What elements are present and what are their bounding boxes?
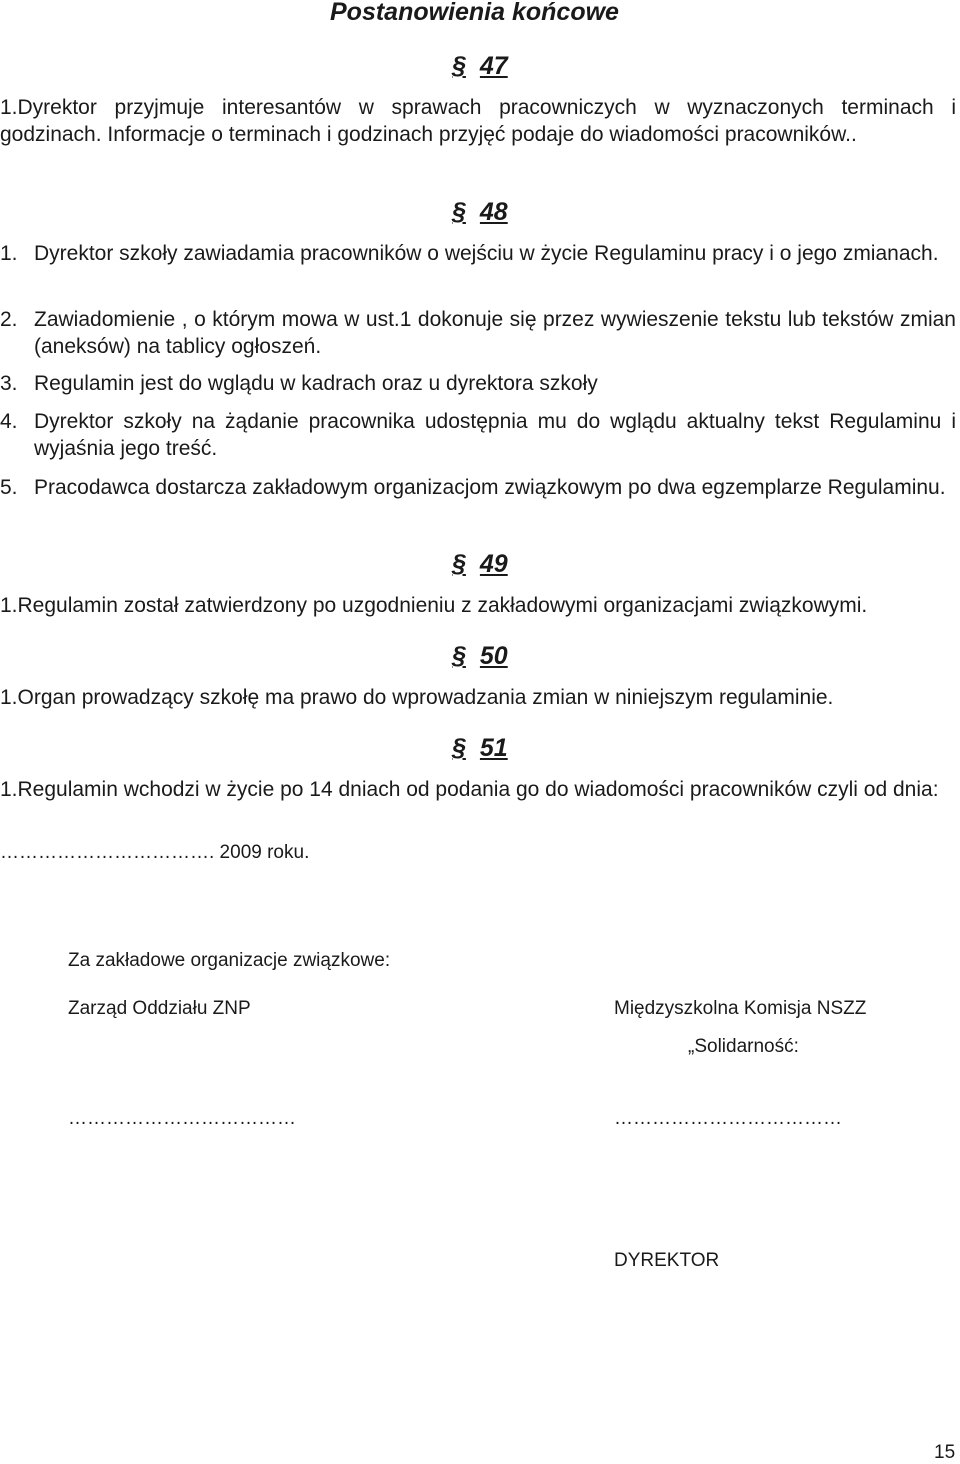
list-item-text: Regulamin jest do wglądu w kadrach oraz u dyrektora szkoły [34, 372, 598, 395]
section-heading-49 [452, 550, 508, 579]
page-number: 15 [934, 1442, 956, 1463]
section-49-paragraph: 1.Regulamin został zatwierdzony po uzgodnieniu z zakładowymi organizacjami związkowymi. [0, 594, 868, 617]
section-heading-48 [452, 198, 508, 227]
section-number: 48 [479, 198, 508, 226]
left-organization: Zarząd Oddziału ZNP [68, 998, 251, 1019]
section-number: 49 [479, 550, 508, 578]
section-50-paragraph: 1.Organ prowadzący szkołę ma prawo do wprowadzania zmian w niniejszym regulaminie. [0, 686, 834, 709]
list-item-text: Dyrektor szkoły zawiadamia pracowników o wejściu w życie Regulaminu pracy i o jego zmianach. [34, 242, 939, 265]
section-heading-50 [452, 642, 508, 671]
list-item-text: Dyrektor szkoły na żądanie pracownika udostępnia mu do wglądu aktualny tekst Regulaminu i wyjaśnia jego treść. [34, 410, 956, 460]
right-organization-line2: „Solidarność: [688, 1036, 799, 1057]
list-item [0, 370, 956, 397]
section-number: 47 [479, 52, 508, 80]
left-signature-line: ……………………………… [68, 1108, 296, 1129]
right-organization: Międzyszkolna Komisja NSZZ [614, 998, 867, 1019]
section-heading-51 [452, 734, 508, 763]
list-item-text: Zawiadomienie , o którym mowa w ust.1 dokonuje się przez wywieszenie tekstu lub tekstów zmian (aneksów) na tablicy ogłoszeń. [34, 308, 956, 358]
section-51-paragraph: 1.Regulamin wchodzi w życie po 14 dniach od podania go do wiadomości pracowników czyli od dnia: [0, 778, 939, 801]
list-item-number: 4. [0, 410, 18, 433]
list-item [0, 408, 956, 462]
signatures-heading: Za zakładowe organizacje związkowe: [68, 950, 391, 971]
document-title: Postanowienia końcowe [330, 0, 619, 26]
section-symbol: § [452, 734, 466, 762]
list-item [0, 306, 956, 360]
director-label: DYREKTOR [614, 1250, 720, 1271]
section-symbol: § [452, 642, 466, 670]
list-item-number: 5. [0, 476, 18, 499]
section-symbol: § [452, 550, 466, 578]
list-item-number: 2. [0, 308, 18, 331]
section-heading-47 [452, 52, 508, 81]
list-item-text: Pracodawca dostarcza zakładowym organizacjom związkowym po dwa egzemplarze Regulaminu. [34, 476, 946, 499]
list-item [0, 474, 956, 501]
right-signature-line: ……………………………… [614, 1108, 842, 1129]
section-47-paragraph: 1.Dyrektor przyjmuje interesantów w sprawach pracowniczych w wyznaczonych terminach i godzinach. Informacje o terminach i godzinach przyjęć podaje do wiadomości pracowników.. [0, 96, 956, 146]
section-symbol: § [452, 198, 466, 226]
date-line: ……………………………. 2009 roku. [0, 842, 310, 863]
section-number: 50 [479, 642, 508, 670]
section-number: 51 [479, 734, 508, 762]
list-item [0, 240, 956, 267]
section-symbol: § [452, 52, 466, 80]
list-item-number: 3. [0, 372, 18, 395]
list-item-number: 1. [0, 242, 18, 265]
